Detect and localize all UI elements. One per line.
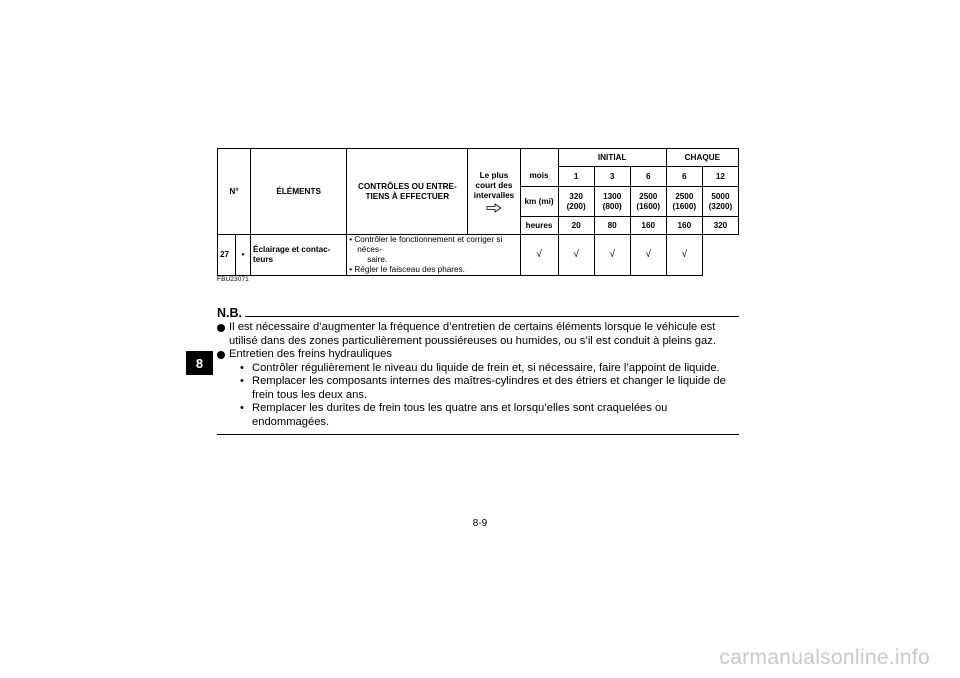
note-header xyxy=(217,306,739,320)
reference-code: FBU23071 xyxy=(217,276,249,283)
header-shortest-label: Le plus court des intervalles xyxy=(473,170,515,200)
header-initial: INITIAL xyxy=(558,149,666,167)
note-sublist xyxy=(229,362,739,430)
row-number: 27 xyxy=(218,235,236,276)
unit-value: 320 (200) xyxy=(558,187,594,217)
unit-value: 160 xyxy=(666,217,702,235)
note-item-text: Entretien des freins hydrauliques xyxy=(229,348,392,360)
unit-value: 320 xyxy=(702,217,738,235)
check-item: • Contrôler le fonctionnement et corriger si néces- xyxy=(349,235,503,254)
table-row xyxy=(218,235,739,276)
check-item-continued: saire. xyxy=(367,255,388,264)
unit-label: heures xyxy=(520,217,558,235)
unit-value: 3 xyxy=(594,167,630,187)
note-box xyxy=(217,306,739,435)
row-marker: • xyxy=(236,235,251,276)
unit-label: mois xyxy=(520,167,558,187)
sub-item-text: Contrôler régulièrement le niveau du liquide de frein et, si nécessaire, faire l’appoint de liquide. xyxy=(252,361,720,374)
check-mark: √ xyxy=(520,235,558,276)
check-mark: √ xyxy=(666,235,702,276)
page-number: 8-9 xyxy=(472,518,488,529)
unit-value: 5000 (3200) xyxy=(702,187,738,217)
check-mark: √ xyxy=(594,235,630,276)
check-item: • Régler le faisceau des phares. xyxy=(349,265,465,274)
sub-bullet: • xyxy=(240,361,244,374)
check-mark: √ xyxy=(558,235,594,276)
unit-label: km (mi) xyxy=(520,187,558,217)
sub-bullet: • xyxy=(240,402,244,414)
arrow-right-icon xyxy=(486,203,502,213)
unit-value: 1 xyxy=(558,167,594,187)
bullet-icon xyxy=(217,351,225,359)
maintenance-table xyxy=(217,148,739,276)
unit-value: 1300 (800) xyxy=(594,187,630,217)
header-every: CHAQUE xyxy=(666,149,738,167)
unit-value: 2500 (1600) xyxy=(666,187,702,217)
sub-item-text: Remplacer les composants internes des maîtres-cylindres et des étriers et changer le liquide de frein tous les deux ans. xyxy=(252,375,726,401)
note-list xyxy=(217,321,739,429)
sub-list-item xyxy=(229,402,739,429)
header-checks xyxy=(347,149,468,235)
header-elements: ÉLÉMENTS xyxy=(251,149,347,235)
note-bottom-rule xyxy=(217,434,739,435)
sub-item-text: Remplacer les durites de frein tous les quatre ans et lorsqu’elles sont craquelées ou endommagées. xyxy=(252,402,668,428)
unit-value: 6 xyxy=(630,167,666,187)
row-checks xyxy=(347,235,520,276)
watermark: carmanualsonline.info xyxy=(719,646,930,669)
note-rule xyxy=(245,316,739,317)
chapter-tab: 8 xyxy=(186,351,213,375)
list-item xyxy=(217,321,739,348)
note-item-text: Il est nécessaire d’augmenter la fréquence d’entretien de certains éléments lorsque le véhicule est utilisé dans des zones particulièrement poussiéreuses ou humides, ou s’il est conduit à pleins gaz. xyxy=(229,321,716,347)
sub-bullet: • xyxy=(240,375,244,387)
row-element: Éclairage et contac-teurs xyxy=(251,235,347,276)
unit-value: 2500 (1600) xyxy=(630,187,666,217)
sub-list-item xyxy=(229,375,739,402)
unit-value: 80 xyxy=(594,217,630,235)
unit-value: 12 xyxy=(702,167,738,187)
unit-value: 20 xyxy=(558,217,594,235)
header-checks-label: CONTRÔLES OU ENTRE-TIENS À EFFECTUER xyxy=(357,181,457,201)
list-item xyxy=(217,348,739,429)
sub-list-item xyxy=(229,362,739,376)
header-no: N° xyxy=(218,149,251,235)
header-shortest-interval xyxy=(468,149,520,235)
bullet-icon xyxy=(217,324,225,332)
check-mark: √ xyxy=(630,235,666,276)
unit-value: 160 xyxy=(630,217,666,235)
header-blank xyxy=(520,149,558,167)
note-title: N.B. xyxy=(217,305,242,320)
unit-value: 6 xyxy=(666,167,702,187)
